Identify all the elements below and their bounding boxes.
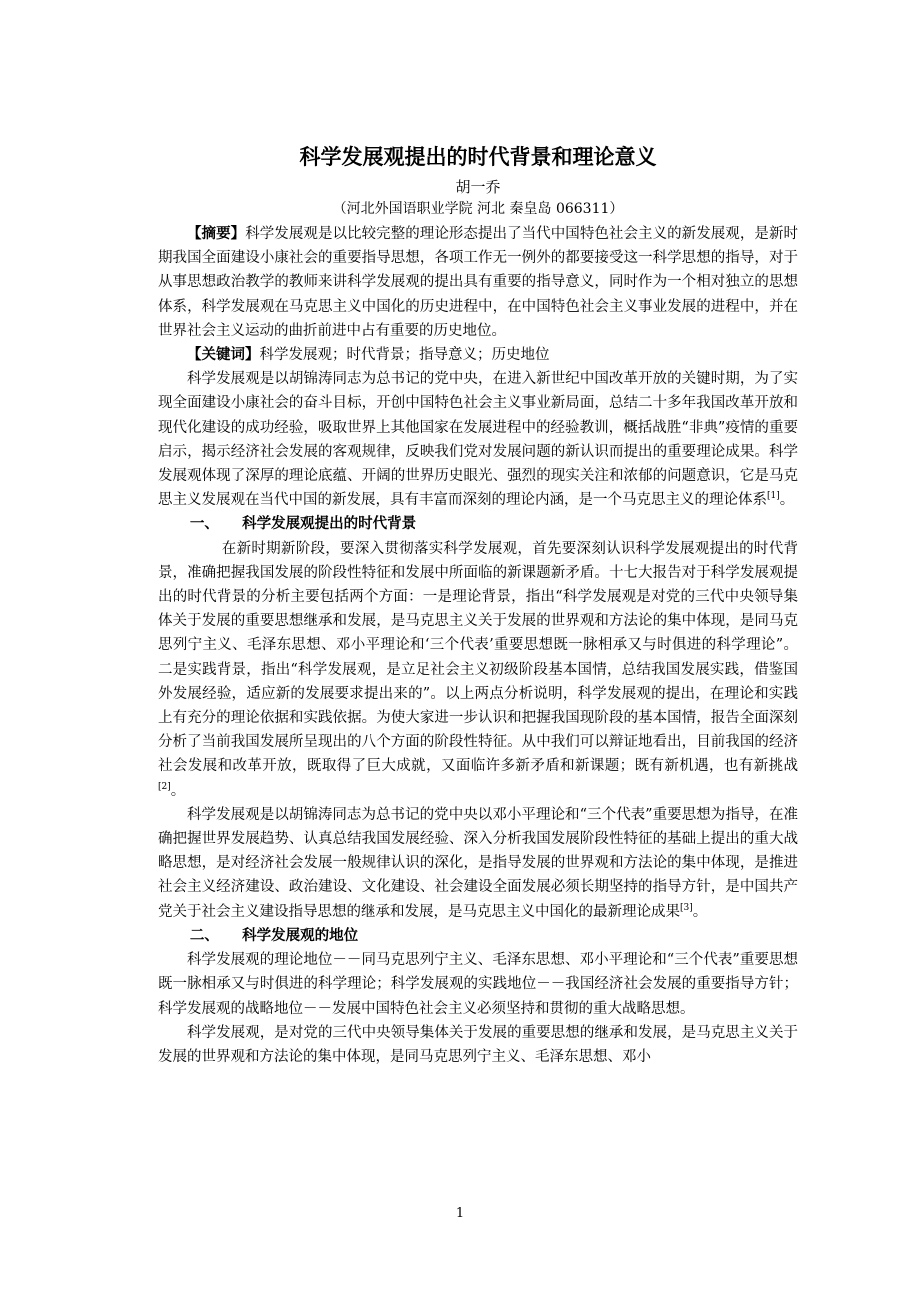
paper-body [158,142,798,1069]
body-text: 科学发展观是以胡锦涛同志为总书记的党中央以邓小平理论和“三个代表”重要思想为指导，在准确把握世界发展趋势、认真总结我国发展经验、深入分析我国发展阶段性特征的基础上提出的重大战略思想，是对经济社会发展一般规律认识的深化，是指导发展的世界观和方法论的集中体现，是推进社会主义经济建设、政治建设、文化建设、社会建设全面发展必须长期坚持的指导方针，是中国共产党关于社会主义建设指导思想的继承和发展，是马克思主义中国化的最新理论成果 [158,806,798,920]
keywords-text: 科学发展观；时代背景；指导意义；历史地位 [259,347,550,364]
section-heading-text: 科学发展观提出的时代背景 [242,516,417,533]
body-text-end: 。 [170,782,186,799]
citation-ref: [3] [680,902,693,913]
citation-ref: [1] [767,491,780,502]
page-number: 1 [455,1206,465,1221]
intro-paragraph [158,367,798,512]
paper-title: 科学发展观提出的时代背景和理论意义 [299,145,657,169]
section1-paragraph-2 [158,803,798,924]
abstract-paragraph [158,222,798,343]
section1-paragraph-1 [158,537,798,803]
section2-paragraph-2: 科学发展观，是对党的三代中央领导集体关于发展的重要思想的继承和发展，是马克思主义关于发展的世界观和方法论的集中体现，是同马克思列宁主义、毛泽东思想、邓小 [158,1024,798,1065]
section-number: 二、 [189,927,219,944]
intro-text: 科学发展观是以胡锦涛同志为总书记的党中央，在进入新世纪中国改革开放的关键时期，为了实现全面建设小康社会的奋斗目标，开创中国特色社会主义事业新局面，总结二十多年我国改革开放和现代化建设的成功经验，吸取世界上其他国家在发展进程中的经验教训，概括战胜“非典”疫情的重要启示，揭示经济社会发展的客观规律，反映我们党对发展问题的新认识而提出的重要理论成果。科学发展观体现了深厚的理论底蕴、开阔的世界历史眼光、强烈的现实关注和浓郁的问题意识，它是马克思主义发展观在当代中国的新发展，具有丰富而深刻的理论内涵，是一个马克思主义的理论体系 [158,371,798,509]
abstract-label: 【摘要】 [187,225,246,242]
section-heading-1 [158,512,798,536]
body-text: 在新时期新阶段，要深入贯彻落实科学发展观，首先要深刻认识科学发展观提出的时代背景，准确把握我国发展的阶段性特征和发展中所面临的新课题新矛盾。十七大报告对于科学发展观提出的时代背景的分析主要包括两个方面：一是理论背景，指出“科学发展观是对党的三代中央领导集体关于发展的重要思想继承和发展，是马克思主义关于发展的世界观和方法论的集中体现，是同马克思列宁主义、毛泽东思想、邓小平理论和‘三个代表’重要思想既一脉相承又与时俱进的科学理论”。二是实践背景，指出“科学发展观，是立足社会主义初级阶段基本国情，总结我国发展实践，借鉴国外发展经验，适应新的发展要求提出来的”。以上两点分析说明，科学发展观的提出，在理论和实践上有充分的理论依据和实践依据。为使大家进一步认识和把握我国现阶段的基本国情，报告全面深刻分析了当前我国发展所呈现出的八个方面的阶段性特征。从中我们可以辩证地看出，目前我国的经济社会发展和改革开放，既取得了巨大成就，又面临许多新矛盾和新课题；既有新机遇，也有新挑战 [158,540,798,775]
section-number: 一、 [189,516,219,533]
body-text-end: 。 [692,903,708,920]
author-name: 胡一乔 [455,178,501,196]
intro-end: 。 [779,492,795,509]
abstract-text: 科学发展观是以比较完整的理论形态提出了当代中国特色社会主义的新发展观，是新时期我国全面建设小康社会的重要指导思想，各项工作无一例外的都要接受这一科学思想的指导，对于从事思想政治教学的教师来讲科学发展观的提出具有重要的指导意义，同时作为一个相对独立的思想体系，科学发展观在马克思主义中国化的历史进程中，在中国特色社会主义事业发展的进程中，并在世界社会主义运动的曲折前进中占有重要的历史地位。 [158,226,799,339]
section-heading-2 [158,924,798,948]
author-affiliation: （河北外国语职业学院 河北 秦皇岛 066311） [332,201,624,217]
citation-ref: [2] [158,781,171,792]
keywords-paragraph [158,343,798,367]
section2-paragraph-1: 科学发展观的理论地位－－同马克思列宁主义、毛泽东思想、邓小平理论和“三个代表”重要思想既一脉相承又与时俱进的科学理论；科学发展观的实践地位－－我国经济社会发展的重要指导方针；科学发展观的战略地位－－发展中国特色社会主义必须坚持和贯彻的重大战略思想。 [158,952,798,1017]
keywords-label: 【关键词】 [187,346,260,364]
section-heading-text: 科学发展观的地位 [242,927,359,944]
